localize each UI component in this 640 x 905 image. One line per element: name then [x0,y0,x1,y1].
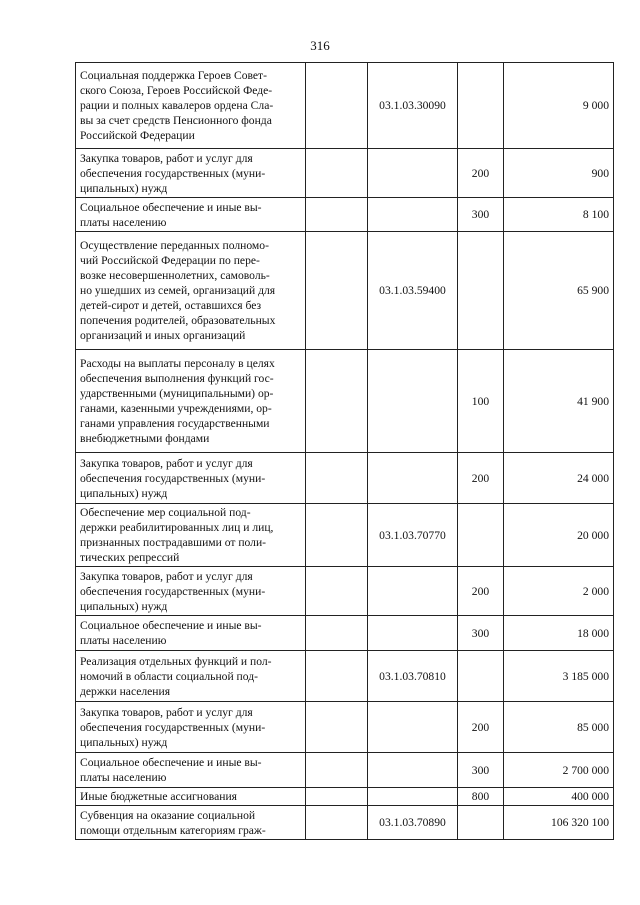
row-sum: 900 [504,149,614,198]
table-row [76,350,614,453]
row-name: Социальная поддержка Героев Совет- ского Союза, Героев Российской Феде- рации и полных кавалеров ордена Сла- вы за счет средств Пенсионного фонда Российской Федерации [76,63,306,149]
row-empty-cell [306,149,368,198]
row-code: 03.1.03.70770 [368,504,458,567]
row-expense-type [458,504,504,567]
table-row [76,149,614,198]
table-row [76,504,614,567]
row-code [368,198,458,232]
row-expense-type: 200 [458,149,504,198]
row-code [368,350,458,453]
row-sum: 9 000 [504,63,614,149]
row-code: 03.1.03.70890 [368,806,458,840]
row-sum: 85 000 [504,702,614,753]
table-row [76,232,614,350]
row-name: Социальное обеспечение и иные вы- платы населению [76,616,306,651]
row-expense-type: 200 [458,702,504,753]
row-name: Расходы на выплаты персоналу в целях обеспечения выполнения функций гос- ударственными (муниципальными) ор- ганами, казенными учреждениями, ор- ганами управления государственными внебюджетными фондами [76,350,306,453]
row-sum: 8 100 [504,198,614,232]
row-name: Осуществление переданных полномо- чий Российской Федерации по пере- возке несовершеннолетних, самоволь- но ушедших из семей, организаций для детей-сирот и детей, оставшихся без попечения родителей, образовательных организаций и иных организаций [76,232,306,350]
row-expense-type [458,63,504,149]
row-expense-type: 300 [458,753,504,788]
table-row [76,198,614,232]
row-code [368,616,458,651]
row-empty-cell [306,616,368,651]
table-row [76,702,614,753]
row-empty-cell [306,232,368,350]
row-expense-type: 300 [458,616,504,651]
budget-table [75,62,614,840]
row-code: 03.1.03.30090 [368,63,458,149]
table-row [76,753,614,788]
row-code [368,453,458,504]
row-name: Закупка товаров, работ и услуг для обеспечения государственных (муни- ципальных) нужд [76,453,306,504]
row-name: Субвенция на оказание социальной помощи отдельным категориям граж- [76,806,306,840]
row-name: Обеспечение мер социальной под- держки реабилитированных лиц и лиц, признанных пострадавшими от поли- тических репрессий [76,504,306,567]
row-sum: 2 700 000 [504,753,614,788]
row-empty-cell [306,651,368,702]
table-row [76,63,614,149]
row-code [368,702,458,753]
row-expense-type: 800 [458,788,504,806]
row-expense-type [458,806,504,840]
table-row [76,616,614,651]
row-expense-type: 200 [458,453,504,504]
row-sum: 18 000 [504,616,614,651]
row-sum: 20 000 [504,504,614,567]
table-row [76,453,614,504]
row-sum: 400 000 [504,788,614,806]
row-sum: 2 000 [504,567,614,616]
row-expense-type: 300 [458,198,504,232]
row-expense-type [458,232,504,350]
row-code [368,149,458,198]
row-expense-type: 200 [458,567,504,616]
row-empty-cell [306,753,368,788]
row-empty-cell [306,702,368,753]
row-code: 03.1.03.70810 [368,651,458,702]
row-name: Реализация отдельных функций и пол- номочий в области социальной под- держки населения [76,651,306,702]
row-expense-type [458,651,504,702]
row-empty-cell [306,63,368,149]
page-number: 316 [310,38,330,53]
row-sum: 24 000 [504,453,614,504]
row-empty-cell [306,350,368,453]
row-empty-cell [306,567,368,616]
row-name: Иные бюджетные ассигнования [76,788,306,806]
row-sum: 65 900 [504,232,614,350]
row-code [368,567,458,616]
row-sum: 41 900 [504,350,614,453]
row-name: Закупка товаров, работ и услуг для обеспечения государственных (муни- ципальных) нужд [76,702,306,753]
table-row [76,788,614,806]
row-empty-cell [306,788,368,806]
table-row [76,806,614,840]
table-row [76,567,614,616]
row-code: 03.1.03.59400 [368,232,458,350]
table-row [76,651,614,702]
row-name: Социальное обеспечение и иные вы- платы населению [76,198,306,232]
row-sum: 3 185 000 [504,651,614,702]
row-empty-cell [306,453,368,504]
row-empty-cell [306,806,368,840]
row-empty-cell [306,198,368,232]
row-code [368,788,458,806]
row-sum: 106 320 100 [504,806,614,840]
row-name: Закупка товаров, работ и услуг для обеспечения государственных (муни- ципальных) нужд [76,149,306,198]
row-code [368,753,458,788]
row-name: Закупка товаров, работ и услуг для обеспечения государственных (муни- ципальных) нужд [76,567,306,616]
row-empty-cell [306,504,368,567]
row-expense-type: 100 [458,350,504,453]
row-name: Социальное обеспечение и иные вы- платы населению [76,753,306,788]
